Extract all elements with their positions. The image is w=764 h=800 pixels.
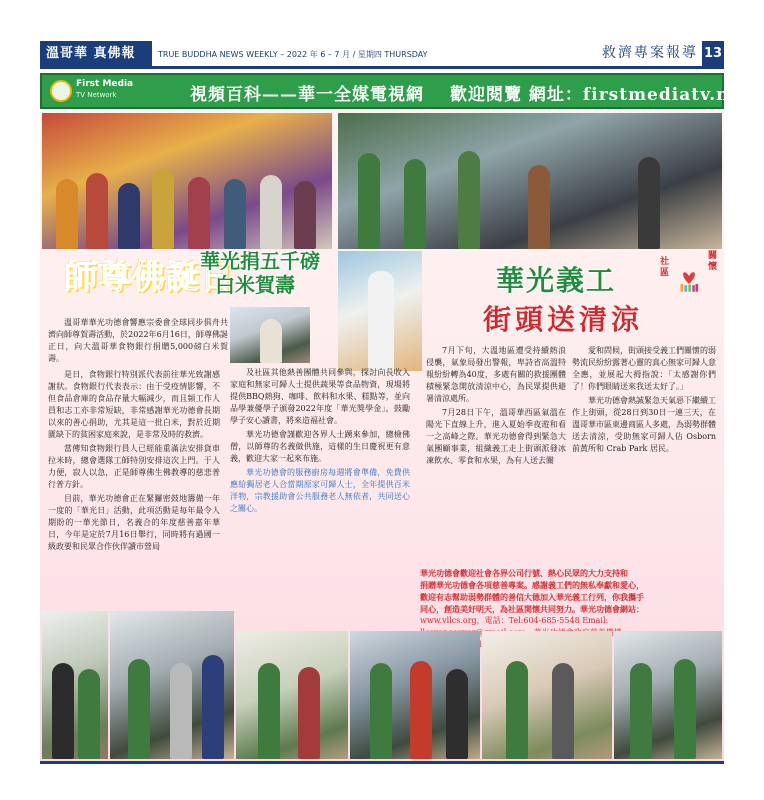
street-photo-3	[236, 631, 348, 759]
left-paragraph-3: 當傳知食物銀行員人已經能重滿法安排貨車拉米時，總會選隊工師特別安排這次上門。于人力便，寂人以急，正是師尊佛生佛教導的慈悲普行普方針。	[48, 444, 220, 489]
left-subhead-2: 白米賀壽	[215, 273, 295, 297]
appeal-line-1: 華光功德會歡迎社會各界公司行號、熱心民眾的大力支持和	[420, 568, 628, 578]
logo-line1: First Media	[76, 79, 134, 89]
badge-right-text: 關懷	[708, 251, 718, 272]
street-photo-5	[482, 631, 612, 759]
community-care-badge	[660, 251, 718, 329]
section-title: 救濟專案報導	[602, 45, 698, 61]
appeal-line-4: 同心，創造美好明天，為社區関懷共同努力。華光功德會網站：	[420, 604, 644, 614]
street-photo-1	[42, 611, 108, 759]
right-paragraph-1: 7月下旬，大溫地區遭受持續熱浪侵襲，氣象局發出警報，卑詩省高溫特報紛紛轉為40度，多處有關的救援團體積極緊急開放清涼中心，為民眾提供避暑清涼處所。	[426, 346, 566, 403]
banner-url: 歡迎閱覽 網址：firstmediatv.net	[450, 85, 751, 105]
right-story-column-2	[572, 345, 716, 457]
appeal-line-3: 歡迎有志幫助弱勢群體的善信大德加入華光義工行列，你我攜手	[420, 592, 644, 602]
first-media-logo	[50, 78, 134, 104]
right-story-column-1	[426, 345, 566, 469]
left-paragraph-2: 是日，食物銀行特別派代表前往華光致謝感謝狀。食物銀行代表表示：由于受疫情影響，不但食品倉庫的食品存量大幅減少，而且頻工作人員和志工亦非常短缺，非常感謝華光功德會長期以來的善心捐助，尤其是這一批白米，對於近期匱缺下的貧困家庭來說，是非常及時的救濟。	[48, 370, 220, 439]
right-paragraph-2: 7月28日下午，溫哥華西區氣溫在陽光下直線上升，進入夏始季夜遊和看一之高峰之際。華光功德會得到緊急大氣團顧事業，組織義工走上街頭派發冰凍飲水、零食和水果，為有人送去關	[426, 408, 566, 465]
banner-title: 視頻百科——華一全媒電視網	[190, 85, 424, 105]
bottom-rule	[40, 761, 724, 764]
left-paragraph-1: 溫哥華華光功德會響應宗委會全球同步俱舟共濟向師尊賀壽活動，於2022年6月16日，師尊佛誕正日，向大溫哥華食物銀行捐贈5,000磅白米賀壽。	[48, 318, 228, 363]
right-headline-2: 街頭送清涼	[483, 303, 644, 336]
logo-line2: TV Network	[76, 91, 117, 99]
mid-paragraph-2: 華光功德會謹歡迎各界人士踴來參加，總檢佛僧，以師尊的名義做供施，這樣的生日慶祝更有意義，歡迎大家一起來布施。	[230, 430, 410, 463]
right-paragraph-4: 華光功德會熱誠緊急天氣惡下繼續工作上街頭，從28日到30日一連三天，在溫哥華市區東邊商區人多處，為弱勢群體送去清涼，受助無家可歸人佔 Osborn 前黃所和 Crab Park 居民。	[572, 396, 716, 453]
appeal-line-2: 捐贈華光功德會各項慈善專案。感謝義工們的無私奉獻和愛心，	[420, 580, 644, 590]
left-paragraph-4: 目前，華光功德會正在緊鑼密鼓地籌備一年一度的「華光日」活動，此項活動是每年最令人期盼的一華光節日，名義合的年度慈善嘉年華日，今年是定於7月16日舉行，同時將有過國一級政要和民眾合作伙伴讀市營局	[48, 494, 220, 551]
street-photo-2	[110, 611, 234, 759]
street-photo-4	[350, 631, 480, 759]
left-story-column	[48, 317, 228, 367]
volunteers-car-photo	[338, 113, 722, 249]
newspaper-name: 溫哥華 真佛報	[40, 41, 152, 66]
mid-note: 華光功德會的服務廚房每週將會準備，免費供應給獨居老人合當期原家可歸人士，全年提供百米洋物，宗教援助會公共服務老人無依者，共同送心之關心。	[230, 468, 410, 513]
edition-line: TRUE BUDDHA NEWS WEEKLY – 2022 年 6 – 7 月 / 星期四 THURSDAY	[158, 50, 428, 59]
left-story-column-lower	[48, 369, 220, 555]
masthead	[40, 41, 724, 69]
article-area	[40, 111, 724, 761]
page-number: 13	[702, 41, 724, 66]
middle-story-column	[230, 367, 410, 517]
rice-delivery-photo	[230, 307, 310, 363]
donation-group-photo	[42, 113, 332, 249]
globe-icon	[50, 80, 72, 102]
appeal-line-5: www.vllcs.org，電話：Tel:604-685-5548 Email:	[420, 616, 609, 625]
badge-left-text: 社區	[660, 257, 670, 278]
right-headline-1: 華光義工	[496, 264, 617, 297]
mid-paragraph-1: 及社區其他熱善團體共同參與，探討向長收入家庭和無家可歸人士提供蔬果等食品物資，現場將提供BBQ熱狗、咖啡、飲料和水果、糕點等，並向品學兼優學子頒發2022年度「華光獎學金」，鼓勵學子安心讀書，將來造福社會。	[230, 368, 410, 425]
heart-hands-icon	[674, 267, 704, 293]
left-subhead-1: 華光捐五千磅	[200, 249, 320, 273]
volunteer-drinks-photo	[338, 251, 422, 371]
media-banner	[40, 73, 751, 109]
right-paragraph-3: 愛和問候，街頭接受義工們關懷的弱勢流民紛紛露著心靈的真心無家可歸人意全應，並展起大拇指說：「太感謝你們了！你們眼睛送來我送太好了。」	[572, 346, 716, 391]
left-headline: 師尊佛誕日	[64, 257, 234, 296]
street-photo-6	[614, 631, 722, 759]
